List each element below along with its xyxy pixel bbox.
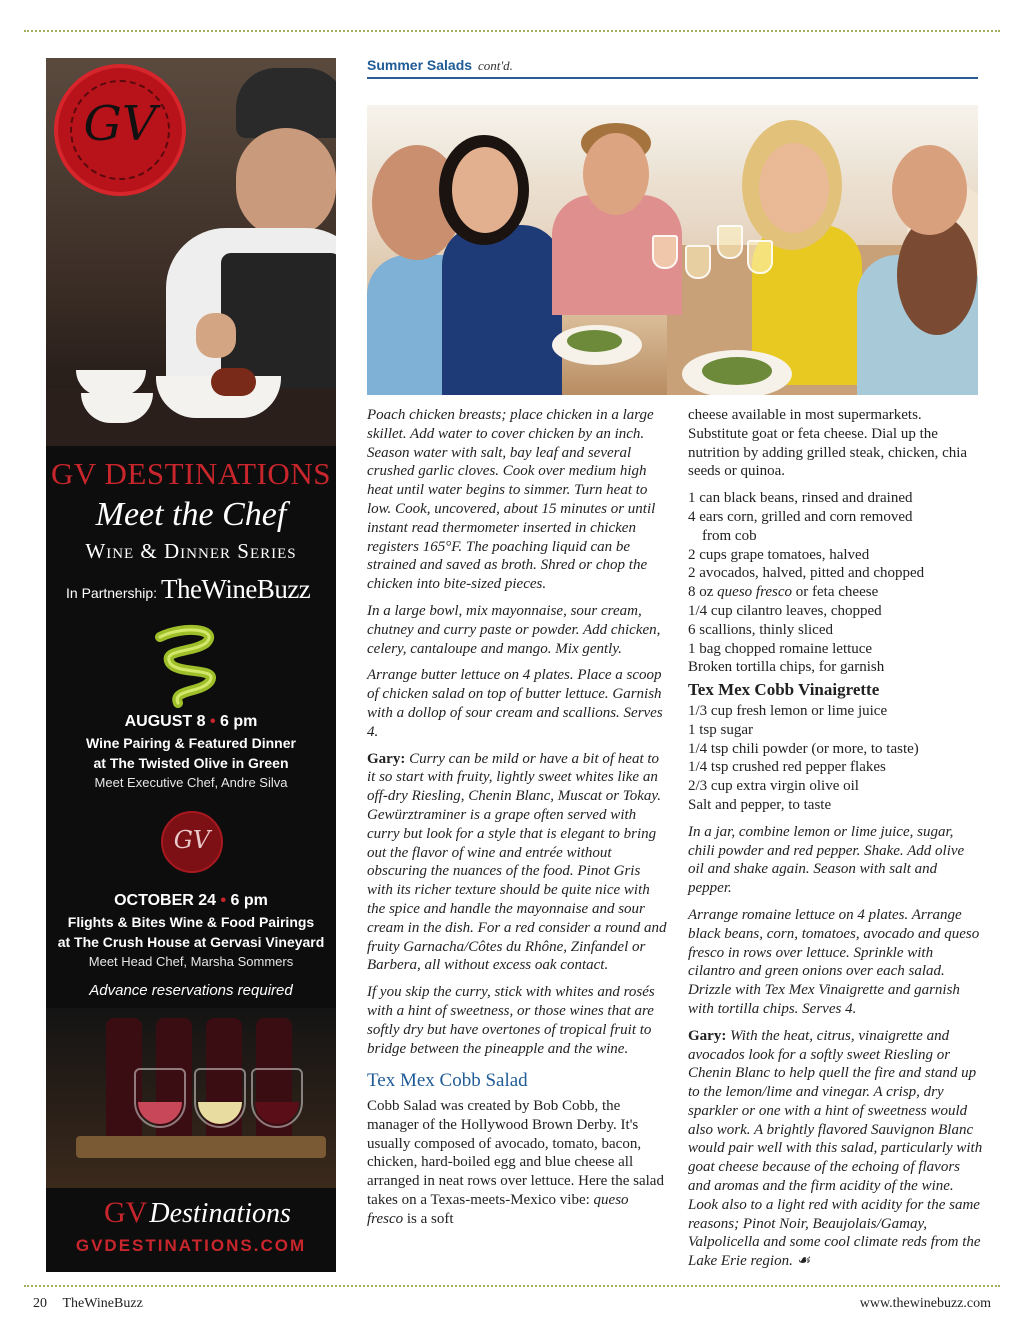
partnership-label: In Partnership: — [66, 585, 158, 601]
gary-pairing-text: Curry can be mild or have a bit of heat to it so start with fruity, lightly sweet whites like an off-dry Riesling, Chenin Blanc, Muscat or Tokay. Gewürztraminer is a grape often served with curry but look for a style that is elegant to bring out the flavor of wine and entrée without obscuring the nuances of the food. Pinot Gris with its richer texture should be quite nice with the spice and handle the mayonnaise and sour cream in the dish. For a red consider a round and fruity Garnacha/Côtes du Rhône, Zinfandel or Barbera, all without excess oak contact. — [367, 750, 667, 974]
article-column-2 — [688, 406, 983, 1279]
bullet-separator: • — [220, 892, 231, 909]
event-1-day: AUGUST 8 — [124, 713, 206, 730]
event-2-chef: Meet Head Chef, Marsha Sommers — [88, 954, 294, 969]
tasting-board — [76, 1136, 326, 1158]
section-title: Summer Salads — [367, 57, 473, 73]
ingredient-item: 6 scallions, thinly sliced — [688, 621, 833, 638]
mix-dressing-paragraph: In a large bowl, mix mayonnaise, sour cream, chutney and curry paste or powder. Add chicken, celery, cantaloupe and mango. Mix gently. — [367, 602, 661, 657]
page-number: 20 — [33, 1296, 47, 1311]
wine-flight-photo — [46, 1008, 336, 1188]
section-continued: cont'd. — [477, 58, 513, 73]
cobb-salad-heading: Tex Mex Cobb Salad — [367, 1070, 528, 1092]
vinaigrette-item: 1/4 tsp chili powder (or more, to taste) — [688, 740, 919, 757]
article-column-1 — [367, 406, 667, 1237]
salad-greens — [702, 357, 772, 385]
partner-brand: TheWineBuzz — [160, 574, 311, 604]
event-1-title: Wine Pairing & Featured Dinner — [86, 735, 296, 751]
ingredient-item — [688, 583, 983, 602]
green-ribbon-icon — [154, 623, 226, 708]
destinations-word: Destinations — [149, 1198, 291, 1229]
ingredient-amount: 8 oz — [688, 584, 714, 601]
partnership-line — [66, 574, 326, 605]
vinaigrette-heading: Tex Mex Cobb Vinaigrette — [688, 680, 880, 700]
series-subtitle: Wine & Dinner Series — [85, 539, 297, 563]
gv-seal-logo — [54, 64, 186, 196]
ingredient-item: 1 bag chopped romaine lettuce — [688, 640, 873, 657]
person-3-head — [583, 133, 649, 215]
gary-pairing-paragraph — [367, 750, 667, 976]
ingredient-item: 4 ears corn, grilled and corn removed — [688, 508, 913, 525]
gary-cobb-pairing-paragraph — [688, 1027, 983, 1271]
event-1-time: 6 pm — [220, 713, 258, 730]
queso-fresco-term: queso fresco — [717, 584, 793, 601]
end-mark-icon: ☙ — [796, 1253, 811, 1270]
friends-toasting-photo — [367, 105, 978, 395]
event-1-chef: Meet Executive Chef, Andre Silva — [94, 775, 288, 790]
ingredient-item: Broken tortilla chips, for garnish — [688, 659, 885, 676]
destinations-mark: GV — [104, 1196, 148, 1229]
vinaigrette-method-paragraph: In a jar, combine lemon or lime juice, sugar, chili powder and red pepper. Shake. Add olive oil and shake again. Season with salt and pepper. — [688, 823, 965, 897]
footer-url[interactable]: www.thewinebuzz.com — [859, 1296, 991, 1311]
ingredient-item-continued: from cob — [702, 527, 757, 544]
section-heading — [367, 57, 513, 74]
wine-glass — [747, 240, 773, 274]
ingredient-item: 1/4 cup cilantro leaves, chopped — [688, 602, 882, 619]
event-2-time: 6 pm — [230, 892, 268, 909]
footer-brand: TheWineBuzz — [62, 1296, 143, 1311]
event-2-venue: at The Crush House at Gervasi Vineyard — [57, 934, 325, 950]
bottom-dotted-rule — [24, 1285, 1000, 1287]
chef-plating-photo — [46, 58, 336, 446]
event-1-venue: at The Twisted Olive in Green — [93, 755, 289, 771]
gv-destinations-ad[interactable] — [46, 58, 336, 1272]
small-seal-monogram: GV — [173, 826, 211, 854]
cobb-intro-tail: is a soft — [406, 1210, 454, 1227]
vinaigrette-item: 2/3 cup extra virgin olive oil — [688, 778, 859, 795]
wine-glass-white — [194, 1068, 246, 1128]
wine-glass — [652, 235, 678, 269]
chef-hand — [196, 313, 236, 358]
vinaigrette-item: 1/3 cup fresh lemon or lime juice — [688, 702, 888, 719]
cheese-substitute-paragraph: cheese available in most supermarkets. Substitute goat or feta cheese. Dial up the nutrition by adding grilled steak, chicken, chia seeds or quinoa. — [688, 407, 968, 480]
cobb-intro-text: Cobb Salad was created by Bob Cobb, the manager of the Hollywood Brown Derby. It's usually composed of avocado, tomato, bacon, chicken, hard-boiled egg and blue cheese all arranged in neat rows over lettuce. Here the salad takes on a Texas-meets-Mexico vibe: — [367, 1098, 664, 1209]
person-4-head — [759, 143, 829, 233]
seal-monogram: GV — [83, 96, 157, 152]
reservation-note: Advance reservations required — [89, 982, 293, 999]
skip-curry-paragraph: If you skip the curry, stick with whites and rosés with a hint of sweetness, or those wines that are softly dry but have overtones of tropical fruit to bridge between the pineapple and the wine. — [367, 984, 655, 1057]
gv-destinations-logo — [104, 1196, 336, 1230]
top-dotted-rule — [24, 30, 1000, 32]
event-2-date — [46, 892, 336, 910]
gary-label: Gary: — [688, 1027, 727, 1044]
ad-title: GV DESTINATIONS — [51, 456, 331, 491]
gary-label: Gary: — [367, 750, 406, 767]
gary-cobb-pairing-text: With the heat, citrus, vinaigrette and avocados look for a softly sweet Riesling or Chenin Blanc to help quell the fire and stand up to the lemon/lime and vinegar. A crisp, dry sparkler or one with a hint of sweetness would also work. A brightly flavored Sauvignon Blanc would pair well with this salad, particularly with goat cheese because of the echoing of flavors and aromas and the firm acidity of the wine. Look also to a light red with acidity for the same reasons; Pinot Noir, Beaujolais/Gamay, Valpolicella and some cool climate reds from the Lake Erie region. — [688, 1027, 983, 1270]
queso-fresco-term: queso fresco — [367, 1192, 629, 1227]
chef-face — [236, 128, 336, 238]
wine-glass — [717, 225, 743, 259]
ad-website-link[interactable]: GVDESTINATIONS.COM — [75, 1236, 307, 1255]
plated-food — [211, 368, 256, 396]
person-2-dress — [442, 225, 562, 395]
event-2-day: OCTOBER 24 — [114, 892, 217, 909]
heading-rule — [367, 77, 978, 79]
vinaigrette-ingredients-list — [688, 702, 983, 815]
arrange-plates-paragraph: Arrange butter lettuce on 4 plates. Place a scoop of chicken salad on top of butter lettuce. Garnish with a dollop of sour cream and scallions. Serves 4. — [367, 667, 663, 740]
cobb-intro-paragraph — [367, 1097, 667, 1229]
ingredient-item: 2 avocados, halved, pitted and chopped — [688, 565, 925, 582]
meet-the-chef-script: Meet the Chef — [95, 496, 287, 533]
cobb-ingredients-list — [688, 489, 983, 677]
ingredient-rest: or feta cheese — [795, 584, 879, 601]
wine-glass-red — [251, 1068, 303, 1128]
wine-glass — [685, 245, 711, 279]
person-6-head — [892, 145, 967, 235]
gv-small-seal-logo — [161, 811, 223, 873]
event-1-date — [46, 713, 336, 731]
vinaigrette-item: 1/4 tsp crushed red pepper flakes — [688, 759, 886, 776]
vinaigrette-item: Salt and pepper, to taste — [688, 796, 832, 813]
assemble-salad-paragraph: Arrange romaine lettuce on 4 plates. Arrange black beans, corn, tomatoes, avocado and queso fresco in rows over lettuce. Sprinkle with cilantro and green onions over each salad. Drizzle with Tex Mex Vinaigrette and garnish with tortilla chips. Serves 4. — [688, 906, 980, 1017]
ingredient-item: 1 can black beans, rinsed and drained — [688, 490, 913, 507]
event-2-title: Flights & Bites Wine & Food Pairings — [67, 914, 315, 930]
person-2-head — [452, 147, 518, 233]
ingredient-item: 2 cups grape tomatoes, halved — [688, 546, 870, 563]
bullet-separator: • — [209, 713, 221, 730]
footer-left — [33, 1296, 143, 1312]
poach-chicken-paragraph: Poach chicken breasts; place chicken in a large skillet. Add water to cover chicken by an inch. Season water with salt, bay leaf and several crushed garlic cloves. Cook over medium high heat until water begins to simmer. Turn heat to low. Cook, uncovered, about 15 minutes or until instant read thermometer inserted in chicken registers 165°F. The poaching liquid can be strained and saved as broth. Shred or chop the chicken into bite-sized pieces. — [367, 407, 656, 593]
vinaigrette-item: 1 tsp sugar — [688, 721, 753, 738]
salad-greens — [567, 330, 622, 352]
wine-glass-rose — [134, 1068, 186, 1128]
